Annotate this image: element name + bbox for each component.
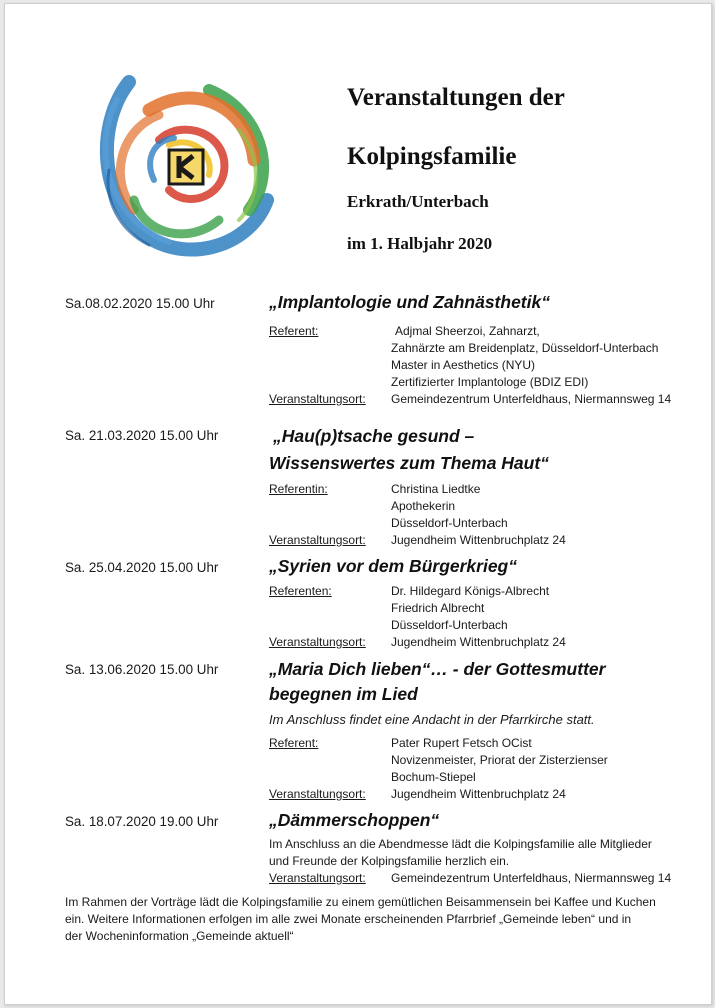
venue-value: Jugendheim Wittenbruchplatz 24	[391, 787, 566, 801]
venue-label: Veranstaltungsort:	[269, 392, 366, 406]
venue-label: Veranstaltungsort:	[269, 533, 366, 547]
speaker-label: Referent:	[269, 324, 319, 338]
event-title: „Syrien vor dem Bürgerkrieg“	[269, 556, 517, 576]
header-location: Erkrath/Unterbach	[347, 192, 489, 211]
header-period: im 1. Halbjahr 2020	[347, 234, 493, 253]
event-note: Im Anschluss an die Abendmesse lädt die Kolpingsfamilie alle Mitglieder	[269, 837, 652, 851]
speaker-line: Düsseldorf-Unterbach	[391, 516, 508, 530]
venue-value: Jugendheim Wittenbruchplatz 24	[391, 635, 566, 649]
event-title-line2: Wissenswertes zum Thema Haut“	[269, 453, 549, 473]
speaker-line: Master in Aesthetics (NYU)	[391, 358, 536, 372]
speaker-line: Dr. Hildegard Königs-Albrecht	[391, 584, 550, 598]
footer-line: der Wocheninformation „Gemeinde aktuell“	[65, 929, 294, 943]
event-date: Sa. 13.06.2020 15.00 Uhr	[65, 662, 219, 677]
event-date: Sa. 18.07.2020 19.00 Uhr	[65, 814, 219, 829]
venue-label: Veranstaltungsort:	[269, 871, 366, 885]
speaker-label: Referenten:	[269, 584, 332, 598]
speaker-line: Düsseldorf-Unterbach	[391, 618, 508, 632]
document-page	[4, 3, 712, 1005]
venue-value: Gemeindezentrum Unterfeldhaus, Niermannsweg 14	[391, 871, 672, 885]
event-date: Sa.08.02.2020 15.00 Uhr	[65, 296, 215, 311]
event-date: Sa. 21.03.2020 15.00 Uhr	[65, 428, 219, 443]
speaker-line: Novizenmeister, Priorat der Zisterzienser	[391, 753, 608, 767]
speaker-line: Zertifizierter Implantologe (BDIZ EDI)	[391, 375, 589, 389]
event-title: „Maria Dich lieben“… - der Gottesmutter	[269, 659, 606, 679]
speaker-line: Christina Liedtke	[391, 482, 481, 496]
venue-value: Jugendheim Wittenbruchplatz 24	[391, 533, 566, 547]
event-note: Im Anschluss findet eine Andacht in der Pfarrkirche statt.	[269, 712, 595, 727]
header-title-line2: Kolpingsfamilie	[347, 143, 517, 170]
venue-label: Veranstaltungsort:	[269, 635, 366, 649]
speaker-line: Adjmal Sheerzoi, Zahnarzt,	[395, 324, 540, 338]
speaker-line: Apothekerin	[391, 499, 456, 513]
venue-value: Gemeindezentrum Unterfeldhaus, Niermannsweg 14	[391, 392, 672, 406]
speaker-line: Zahnärzte am Breidenplatz, Düsseldorf-Unterbach	[391, 341, 659, 355]
event-note: und Freunde der Kolpingsfamilie herzlich ein.	[269, 854, 510, 868]
venue-label: Veranstaltungsort:	[269, 787, 366, 801]
speaker-line: Pater Rupert Fetsch OCist	[391, 736, 532, 750]
footer-line: ein. Weitere Informationen erfolgen im alle zwei Monate erscheinenden Pfarrbrief „Gemeinde leben“ und in	[65, 912, 632, 926]
speaker-label: Referentin:	[269, 482, 328, 496]
header-title-line1: Veranstaltungen der	[347, 84, 565, 111]
speaker-label: Referent:	[269, 736, 319, 750]
event-title-line2: begegnen im Lied	[269, 684, 418, 704]
event-title: „Implantologie und Zahnästhetik“	[269, 292, 550, 312]
event-title: „Dämmerschoppen“	[269, 810, 440, 830]
kolping-swirl-logo-icon	[89, 70, 279, 266]
speaker-line: Friedrich Albrecht	[391, 601, 485, 615]
speaker-line: Bochum-Stiepel	[391, 770, 476, 784]
event-date: Sa. 25.04.2020 15.00 Uhr	[65, 560, 219, 575]
event-title: „Hau(p)tsache gesund –	[273, 426, 475, 446]
footer-line: Im Rahmen der Vorträge lädt die Kolpingsfamilie zu einem gemütlichen Beisammensein bei Kaffee und Kuchen	[65, 895, 656, 909]
